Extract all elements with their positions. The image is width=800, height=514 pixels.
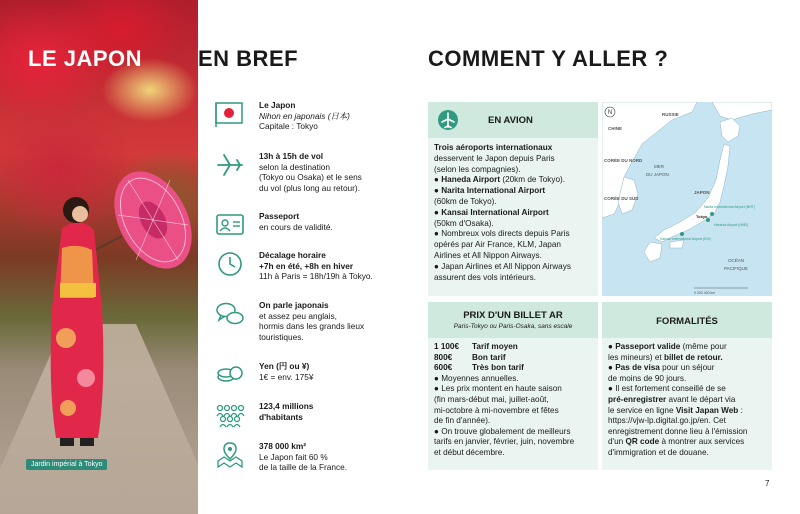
billet-note: mi-octobre à mi-novembre et fêtes — [434, 405, 559, 415]
formalites-header — [602, 302, 772, 338]
price-value: 800€ — [434, 352, 453, 362]
fact-line: touristiques. — [259, 331, 304, 342]
avion-note: opérés par Air France, KLM, Japan — [434, 240, 561, 250]
airport-haneda: ● Haneda Airport (20km de Tokyo). — [434, 175, 565, 185]
bold-text: ● Pas de visa — [608, 363, 660, 373]
airport-detail: (20km de Tokyo). — [500, 175, 565, 185]
fact-line: selon la destination — [259, 161, 331, 172]
plane-badge-icon — [438, 110, 458, 130]
billet-title: PRIX D'UN BILLET AR — [463, 310, 563, 321]
airport-detail: (50km d'Osaka). — [434, 218, 494, 228]
text: d'un — [608, 437, 626, 447]
avion-note: assurent des vols intérieurs. — [434, 272, 536, 282]
avion-title: EN AVION — [488, 115, 533, 126]
photo-caption: Jardin impérial à Tokyo — [26, 459, 107, 470]
japan-map — [602, 102, 772, 296]
formalites-line — [608, 406, 766, 417]
airport-name: Narita International Airport — [441, 186, 546, 196]
fact-title: Le Japon — [259, 100, 296, 110]
avion-note: ● Japan Airlines et All Nippon Airways — [434, 261, 571, 271]
speech-bubbles-icon — [214, 300, 246, 328]
billet-note: (fin mars-début mai, juillet-août, — [434, 394, 549, 404]
airport-name: Haneda Airport — [441, 175, 501, 185]
map-label: RUSSIE — [662, 112, 679, 117]
fact-title-2: d'habitants — [259, 411, 303, 422]
bold-text: ● Passeport valide — [608, 342, 681, 351]
fact-line: Nihon en japonais (日本) — [259, 110, 350, 121]
map-label: PACIFIQUE — [724, 266, 748, 271]
bold-text: Visit Japan Web — [675, 405, 739, 415]
umbrella — [108, 160, 198, 280]
clock-icon — [214, 250, 246, 278]
text: avant le départ via — [666, 394, 736, 404]
passport-icon — [214, 211, 246, 239]
billet-note: ● Moyennes annuelles. — [434, 373, 519, 383]
fact-title: Yen (円 ou ¥) — [259, 361, 310, 371]
airport-narita: ● Narita International Airport — [434, 186, 546, 196]
map-pin-icon — [214, 441, 246, 469]
price-row — [434, 363, 592, 374]
price-value: 600€ — [434, 363, 453, 373]
billet-note: tarifs en janvier, février, juin, novembre — [434, 437, 575, 447]
formalites-line: enregistrement donne lieu à l'émission — [608, 426, 748, 436]
bold-text: pré-enregistrer — [608, 394, 667, 404]
billet-note: ● Les prix montent en haute saison — [434, 384, 562, 394]
text: le service en ligne — [608, 405, 676, 415]
fact-title-2: +7h en été, +8h en hiver — [259, 260, 354, 271]
price-row — [434, 342, 592, 353]
map-label: OCÉAN — [728, 258, 745, 263]
hero-photo — [0, 0, 198, 514]
fact-title: Décalage horaire — [259, 250, 326, 260]
avion-intro-line: (selon les compagnies). — [434, 164, 521, 174]
compass-icon: N — [607, 110, 613, 116]
formalites-line — [608, 395, 766, 406]
coins-icon — [214, 361, 246, 389]
fact-title: 13h à 15h de vol — [259, 151, 324, 161]
fact-line: Capitale : Tokyo — [259, 121, 318, 131]
price-value: 1 100€ — [434, 342, 460, 351]
map-label: CHINE — [608, 126, 623, 131]
fact-line: du vol (plus long au retour). — [259, 182, 361, 193]
page-title-left-suffix: EN BREF — [198, 46, 299, 71]
map-label: MER — [654, 164, 664, 169]
airport-kansai: ● Kansai International Airport — [434, 207, 549, 217]
fact-title: 378 000 km² — [259, 441, 307, 451]
text: (même pour — [680, 342, 727, 351]
formalites-line: d'immigration et de douane. — [608, 447, 709, 457]
billet-note: ● On trouve globalement de meilleurs — [434, 426, 571, 436]
map-label: Tokyo — [696, 214, 708, 219]
map-label: CORÉE DU NORD — [604, 158, 643, 163]
price-label: Tarif moyen — [472, 342, 518, 351]
fact-title: Passeport — [259, 211, 300, 221]
map-svg — [602, 102, 772, 296]
avion-note: ● Nombreux vols directs depuis Paris — [434, 229, 570, 239]
map-label: Narita International Airport (NRT) — [704, 205, 756, 209]
people-icon — [214, 401, 246, 429]
japan-flag-icon — [214, 100, 246, 128]
formalites-line — [608, 342, 766, 353]
billet-body — [428, 338, 598, 470]
formalites-line: ● Il est fortement conseillé de se — [608, 384, 726, 394]
formalites-line: https://vjw-lp.digital.go.jp/en. Cet — [608, 416, 726, 426]
price-row — [434, 353, 592, 364]
avion-intro-title: Trois aéroports internationaux — [434, 143, 553, 152]
plane-icon — [214, 151, 246, 179]
map-label: Kansai International Airport (KIX) — [660, 237, 711, 241]
map-label: JAPON — [694, 190, 710, 195]
map-label: Haneda Airport (HND) — [714, 223, 749, 227]
bold-text: billet de retour. — [663, 352, 723, 362]
fact-title: 123,4 millions — [259, 401, 314, 411]
fact-line: 11h à Paris = 18h/19h à Tokyo. — [259, 271, 373, 281]
billet-note: et début décembre. — [434, 447, 505, 457]
airport-name: Kansai International Airport — [441, 207, 549, 217]
formalites-line — [608, 363, 766, 374]
formalites-line: de moins de 90 jours. — [608, 373, 687, 383]
map-scale: 0 200 400 km — [694, 291, 716, 295]
fact-title: On parle japonais — [259, 300, 329, 310]
fact-line: en cours de validité. — [259, 221, 333, 232]
text: pour un séjour — [659, 363, 715, 373]
fact-line: de la taille de la France. — [259, 462, 348, 472]
page-title-left: LE JAPON — [28, 46, 143, 71]
fact-line: 1€ = env. 175¥ — [259, 371, 314, 382]
avion-intro-line: desservent le Japon depuis Paris — [434, 153, 555, 163]
billet-header — [428, 302, 598, 338]
map-label: DU JAPON — [646, 172, 669, 177]
page-number: 7 — [765, 479, 770, 488]
fact-line: (Tokyo ou Osaka) et le sens — [259, 172, 362, 182]
text: à montrer aux services — [659, 437, 745, 447]
billet-note: de fin d'année). — [434, 416, 491, 426]
avion-body — [428, 138, 598, 296]
fact-line: et assez peu anglais, — [259, 310, 337, 321]
avion-header — [428, 102, 598, 138]
price-label: Très bon tarif — [472, 363, 524, 373]
formalites-line — [608, 437, 766, 448]
airport-detail: (60km de Tokyo). — [434, 196, 497, 206]
bold-text: QR code — [625, 437, 660, 447]
text: les mineurs) et — [608, 352, 664, 362]
formalites-body — [602, 338, 772, 470]
map-label: CORÉE DU SUD — [604, 196, 639, 201]
fact-line: Le Japon fait 60 % — [259, 451, 328, 462]
price-label: Bon tarif — [472, 352, 506, 362]
avion-note: Airlines et All Nippon Airways. — [434, 250, 542, 260]
fact-line: hormis dans les grands lieux — [259, 321, 365, 331]
formalites-line — [608, 353, 766, 364]
billet-subtitle: Paris-Tokyo ou Paris-Osaka, sans escale — [453, 323, 573, 330]
text: : — [738, 405, 743, 415]
page-title-right: COMMENT Y ALLER ? — [428, 46, 669, 71]
formalites-title: FORMALITÉS — [656, 316, 718, 327]
